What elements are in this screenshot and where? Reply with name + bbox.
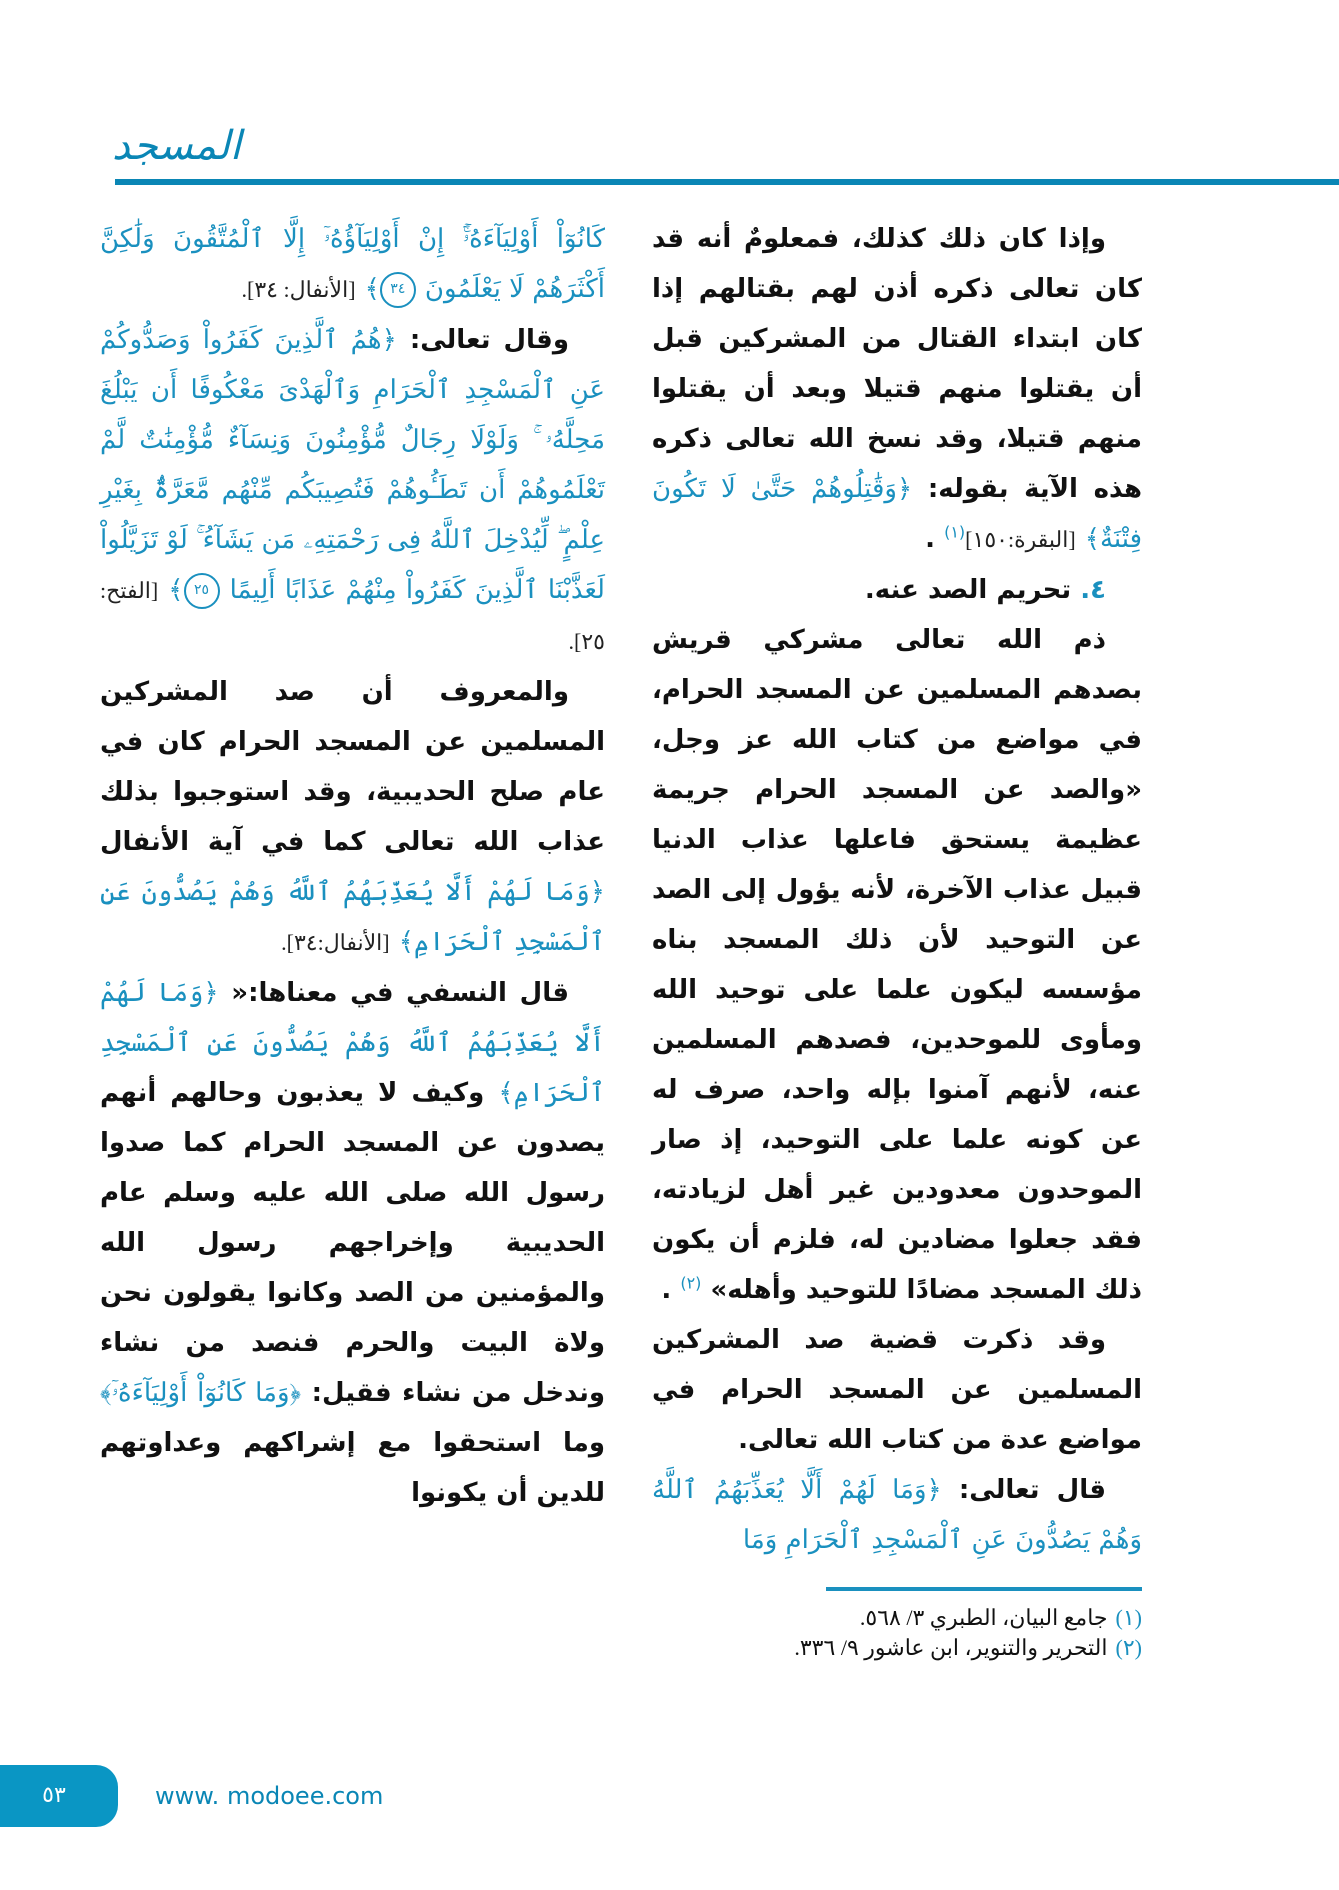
footnote-number: (١) xyxy=(1115,1605,1142,1630)
left-column xyxy=(100,214,605,1518)
body-text: وكيف لا يعذبون وحالهم أنهم يصدون عن المسجد الحرام كما صدوا رسول الله صلى الله عليه وسلم عام الحديبية وإخراجهم رسول الله والمؤمنين من الصد وكانوا يقولون نحن ولاة البيت والحرم فنصد من نشاء وندخل من نشاء فقيل: xyxy=(100,1078,605,1408)
body-text: وقد ذكرت قضية صد المشركين المسلمين عن المسجد الحرام في مواضع عدة من كتاب الله تعالى. xyxy=(652,1325,1142,1455)
paragraph: وإذا كان ذلك كذلك، فمعلومٌ أنه قد كان تعالى ذكره أذن لهم بقتالهم إذا كان ابتداء القتال من المشركين قبل أن يقتلوا منهم قتيلا وبعد أن يقتلوا منهم قتيلا، وقد نسخ الله تعالى ذكره هذه الآية بقوله: ﴿وَقَٰتِلُوهُمْ حَتَّىٰ لَا تَكُونَ فِتْنَةٌ﴾ [البقرة:١٥٠]$^{(١)}$ . xyxy=(652,224,1142,554)
body-text: وما استحقوا مع إشراكهم وعداوتهم للدين أن يكونوا xyxy=(100,1428,605,1508)
paragraph xyxy=(100,214,605,315)
body-text: وقال تعالى: xyxy=(409,325,569,355)
quran-verse: ﴿هُمُ ٱلَّذِينَ كَفَرُواْ وَصَدُّوكُمْ عَنِ ٱلْمَسْجِدِ ٱلْحَرَامِ وَٱلْهَدْىَ مَعْكُوفًا أَن يَبْلُغَ مَحِلَّهُۥ ۚ وَلَوْلَا رِجَالٌ مُّؤْمِنُونَ وَنِسَآءٌ مُّؤْمِنَٰتٌ لَّمْ تَعْلَمُوهُمْ أَن تَطَـُٔوهُمْ فَتُصِيبَكُم مِّنْهُم مَّعَرَّةٌۢ بِغَيْرِ عِلْمٍ ۖ لِّيُدْخِلَ ٱللَّهُ فِى رَحْمَتِهِۦ مَن يَشَآءُ ۚ لَوْ تَزَيَّلُواْ لَعَذَّبْنَا ٱلَّذِينَ كَفَرُواْ مِنْهُمْ عَذَابًا أَلِيمًا xyxy=(100,325,605,605)
closing-bracket-icon: ﴾ xyxy=(364,274,380,304)
footnotes xyxy=(652,1603,1142,1663)
ayah-number-icon: ٣٤ xyxy=(380,272,416,308)
quran-verse: كَانُوٓاْ أَوْلِيَآءَهُۥٓۚ إِنْ أَوْلِيَآؤُهُۥٓ إِلَّا ٱلْمُتَّقُونَ وَلَٰكِنَّ أَكْثَرَهُمْ لَا يَعْلَمُونَ xyxy=(100,224,605,304)
paragraph: ذم الله تعالى مشركي قريش بصدهم المسلمين عن المسجد الحرام، في مواضع من كتاب الله عز وجل، «والصد عن المسجد الحرام جريمة عظيمة يستحق فاعلها عذاب الدنيا قبيل عذاب الآخرة، لأنه يؤول إلى الصد عن التوحيد لأن ذلك المسجد بناه مؤسسه ليكون علما على توحيد الله ومأوى للموحدين، فصدهم المسلمين عنه، لأنهم آمنوا بإله واحد، صرف له عن كونه علما على التوحيد، إذ صار الموحدون معدودين غير أهل لزيادته، فقد جعلوا مضادين له، فلزم أن يكون ذلك المسجد مضادًا للتوحيد وأهله» $^{(٢)}$ . xyxy=(652,625,1142,1305)
footnote-marker: (١) xyxy=(944,522,966,542)
body-text: والمعروف أن صد المشركين المسلمين عن المسجد الحرام كان في عام صلح الحديبية، وقد استوجبوا بذلك عذاب الله تعالى كما في آية الأنفال xyxy=(100,677,605,857)
paragraph xyxy=(100,968,605,1518)
body-text: قال النسفي في معناها:« xyxy=(231,978,570,1008)
footnote-text: جامع البيان، الطبري ٣/ ٥٦٨. xyxy=(859,1605,1108,1630)
section-heading xyxy=(652,565,1142,615)
page-number: ٥٣ xyxy=(0,1765,118,1827)
right-column xyxy=(652,214,1142,1663)
footnote-divider xyxy=(826,1587,1142,1591)
body-text: ذم الله تعالى مشركي قريش بصدهم المسلمين عن المسجد الحرام، في مواضع من كتاب الله عز وجل، «والصد عن المسجد الحرام جريمة عظيمة يستحق فاعلها عذاب الدنيا قبيل عذاب الآخرة، لأنه يؤول إلى الصد عن التوحيد لأن ذلك المسجد بناه مؤسسه ليكون علما على توحيد الله ومأوى للموحدين، فصدهم المسلمين عنه، لأنهم آمنوا بإله واحد، صرف له عن كونه علما على التوحيد، إذ صار الموحدون معدودين غير أهل لزيادته، فقد جعلوا مضادين له، فلزم أن يكون ذلك المسجد مضادًا للتوحيد وأهله» xyxy=(652,625,1142,1305)
verse-reference: [الأنفال:٣٤]. xyxy=(281,930,390,955)
body-text: قال تعالى: xyxy=(958,1475,1106,1505)
heading-text: تحريم الصد عنه. xyxy=(864,575,1072,605)
paragraph xyxy=(652,1315,1142,1465)
verse-reference: [البقرة:١٥٠] xyxy=(965,527,1076,552)
body-text: وإذا كان ذلك كذلك، فمعلومٌ أنه قد كان تعالى ذكره أذن لهم بقتالهم إذا كان ابتداء القتال من المشركين قبل أن يقتلوا منهم قتيلا وبعد أن يقتلوا منهم قتيلا، وقد نسخ الله تعالى ذكره هذه الآية بقوله: xyxy=(652,224,1142,504)
header-divider xyxy=(115,179,1339,185)
quran-verse: ﴿وَقَٰتِلُوهُمْ حَتَّىٰ لَا تَكُونَ فِتْنَةٌ﴾ xyxy=(652,474,1142,554)
ayah-number-icon: ٢٥ xyxy=(184,573,220,609)
quran-verse: ﴿وَمَا لَهُمْ أَلَّا يُعَذِّبَهُمُ ٱللَّهُ وَهُمْ يَصُدُّونَ عَنِ ٱلْمَسْجِدِ ٱلْحَرَامِ وَمَا xyxy=(652,1475,1142,1555)
footnote-text: التحرير والتنوير، ابن عاشور ٩/ ٣٣٦. xyxy=(794,1635,1108,1660)
verse-reference: [الأنفال: ٣٤]. xyxy=(241,277,356,302)
footnote-marker: (٢) xyxy=(680,1273,702,1293)
quran-verse: ﴿وَمَا لَهُمْ أَلَّا يُعَذِّبَهُمُ ٱللَّهُ وَهُمْ يَصُدُّونَ عَنِ ٱلْمَسْجِدِ ٱلْحَرَامِ﴾ xyxy=(100,877,605,957)
heading-number: ٤. xyxy=(1080,575,1106,605)
closing-bracket-icon: ﴾ xyxy=(168,575,184,605)
quran-verse: ﴿وَمَا لَهُمْ أَلَّا يُعَذِّبَهُمُ ٱللَّهُ وَهُمْ يَصُدُّونَ عَنِ ٱلْمَسْجِدِ ٱلْحَرَامِ﴾ xyxy=(100,978,605,1108)
chapter-title: المسجد xyxy=(112,123,241,169)
footnote-item xyxy=(652,1603,1142,1633)
paragraph xyxy=(100,315,605,667)
paragraph xyxy=(100,667,605,968)
verse-reference: [الفتح: ٢٥]. xyxy=(100,578,605,654)
footnote-item xyxy=(652,1633,1142,1663)
footnote-number: (٢) xyxy=(1115,1635,1142,1660)
paragraph xyxy=(652,1465,1142,1565)
website-link[interactable]: www. modoee.com xyxy=(155,1782,384,1810)
footnote-section xyxy=(652,1587,1142,1663)
quran-verse: ﴿وَمَا كَانُوٓاْ أَوْلِيَآءَهُۥٓ﴾ xyxy=(100,1378,302,1408)
two-column-body xyxy=(100,214,1142,1663)
